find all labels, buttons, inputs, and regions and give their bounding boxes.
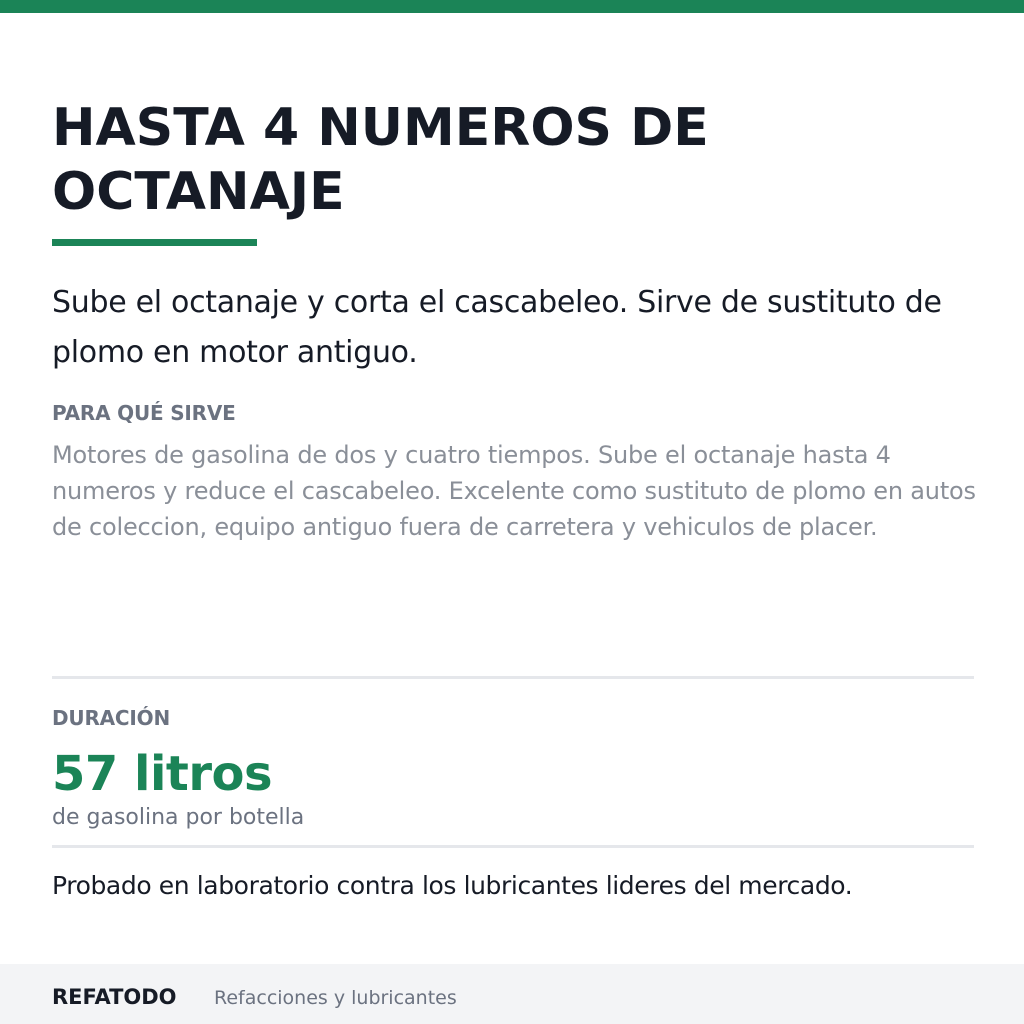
uses-label: PARA QUÉ SIRVE: [52, 401, 236, 425]
duration-label: DURACIÓN: [52, 706, 170, 730]
headline: HASTA 4 NUMEROS DE OCTANAJE: [52, 98, 709, 222]
top-accent-bar: [0, 0, 1024, 13]
divider-top: [52, 676, 974, 679]
uses-text: Motores de gasolina de dos y cuatro tiempos. Sube el octanaje hasta 4 numeros y reduce el cascabeleo. Excelente como sustituto de plomo en autos de coleccion, equipo antiguo fuera de carretera y vehiculos de placer.: [52, 441, 976, 541]
lead-text: Sube el octanaje y corta el cascabeleo. Sirve de sustituto de plomo en motor antiguo.: [52, 285, 942, 370]
tested-statement: Probado en laboratorio contra los lubricantes lideres del mercado.: [52, 871, 853, 900]
duration-value: 57 litros: [52, 746, 273, 802]
footer-tagline: Refacciones y lubricantes: [214, 987, 457, 1009]
headline-underline: [52, 239, 257, 246]
footer-brand: REFATODO: [52, 985, 177, 1009]
divider-bottom: [52, 845, 974, 848]
duration-unit: de gasolina por botella: [52, 805, 305, 830]
